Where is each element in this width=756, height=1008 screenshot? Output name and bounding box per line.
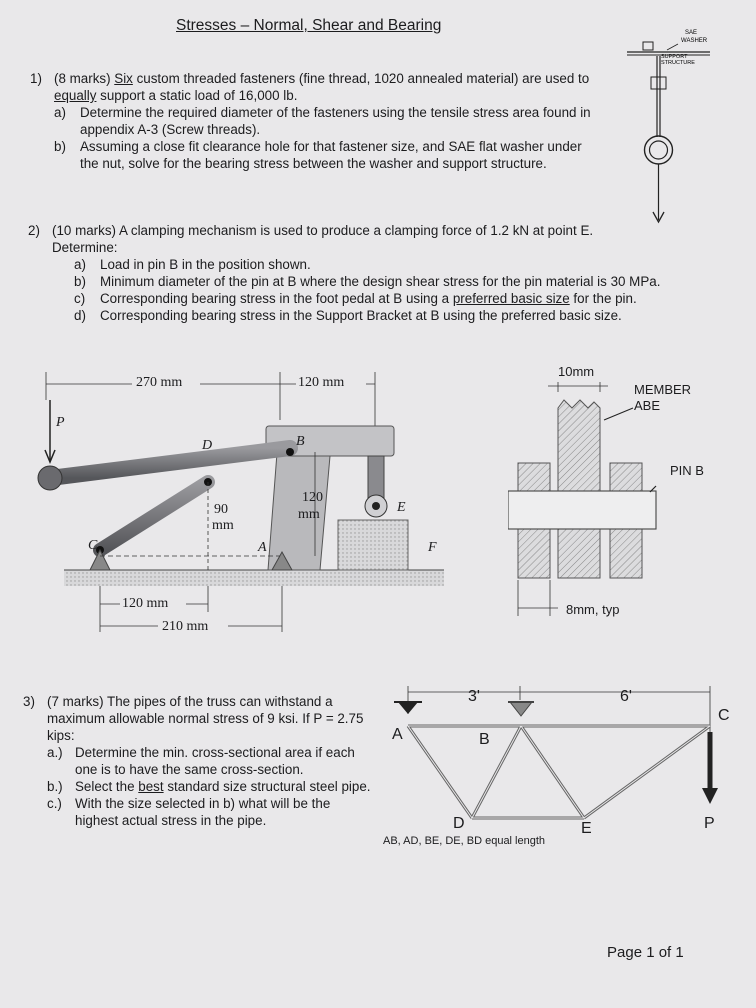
dim-8mm-typ: 8mm, typ <box>566 602 620 617</box>
q2-part-d-label: d) <box>74 308 86 323</box>
q3-part-a-label: a.) <box>47 745 63 760</box>
truss-load-p: P <box>704 815 715 832</box>
label-c: C <box>88 538 98 553</box>
truss-dim-3ft: 3' <box>468 688 480 705</box>
q1-part-b-text: Assuming a close fit clearance hole for that fastener size, and SAE flat washer under the nut, solve for the bearing stress between the washer and support structure. <box>80 139 582 171</box>
truss-node-b: B <box>479 731 490 748</box>
fig-support-label: SUPPORT <box>661 54 688 60</box>
dim-120v: 120 <box>302 490 323 505</box>
bolt-washer-figure <box>615 22 725 232</box>
dim-120mm-top: 120 mm <box>298 375 345 390</box>
q3-part-b-label: b.) <box>47 779 63 794</box>
label-f: F <box>428 540 437 555</box>
label-e: E <box>397 500 406 515</box>
question-1 <box>30 70 600 172</box>
fig-washer-label: WASHER <box>681 38 708 44</box>
fig-sae-label: SAE <box>685 30 698 36</box>
clamping-mechanism-figure <box>30 360 450 640</box>
q1-part-a-label: a) <box>54 105 66 120</box>
question-2-number: 2) <box>28 223 40 238</box>
label-a: A <box>258 540 267 555</box>
dim-270mm: 270 mm <box>136 375 183 390</box>
question-2-intro: (10 marks) A clamping mechanism is used to produce a clamping force of 1.2 kN at point E. Determine: <box>52 223 594 255</box>
q2-part-a-text: Load in pin B in the position shown. <box>100 257 311 272</box>
dim-120mm-bottom: 120 mm <box>122 596 169 611</box>
label-p-force: P <box>56 415 65 430</box>
question-3-intro: (7 marks) The pipes of the truss can withstand a maximum allowable normal stress of 9 ksi. If P = 2.75 kips: <box>47 694 364 743</box>
q2-part-d-text: Corresponding bearing stress in the Support Bracket at B using the preferred basic size. <box>100 308 622 323</box>
truss-node-c: C <box>718 707 730 724</box>
q3-part-c-text: With the size selected in b) what will be the highest actual stress in the pipe. <box>75 796 331 828</box>
page-title: Stresses – Normal, Shear and Bearing <box>176 17 442 34</box>
truss-figure <box>380 680 740 840</box>
page-number: Page 1 of 1 <box>607 944 684 961</box>
q2-part-b-text: Minimum diameter of the pin at B where the design shear stress for the pin material is 30 MPa. <box>100 274 661 289</box>
q1-part-b-label: b) <box>54 139 66 154</box>
q2-part-c-label: c) <box>74 291 86 306</box>
truss-note: AB, AD, BE, DE, BD equal length <box>383 835 546 847</box>
q1-part-a-text: Determine the required diameter of the fasteners using the tensile stress area found in appendix A-3 (Screw threads). <box>80 105 591 137</box>
label-pin-b: B <box>296 434 305 449</box>
q2-part-b-label: b) <box>74 274 86 289</box>
q3-part-c-label: c.) <box>47 796 62 811</box>
question-2 <box>28 222 718 324</box>
label-pin-d: D <box>202 438 213 453</box>
question-1-number: 1) <box>30 71 42 86</box>
pin-b-label: PIN B <box>670 463 704 478</box>
q2-part-a-label: a) <box>74 257 86 272</box>
member-label-2: ABE <box>634 398 661 413</box>
q3-part-a-text: Determine the min. cross-sectional area if each one is to have the same cross-section. <box>75 745 355 777</box>
truss-node-d: D <box>453 815 465 832</box>
member-label-1: MEMBER <box>634 382 692 397</box>
q2-part-c-text: Corresponding bearing stress in the foot pedal at B using a preferred basic size for the pin. <box>100 291 637 306</box>
question-3-number: 3) <box>23 694 35 709</box>
dim-90-unit: mm <box>212 518 234 533</box>
pin-b-section-figure <box>508 368 688 618</box>
dim-90: 90 <box>214 502 228 517</box>
truss-node-e: E <box>581 820 592 837</box>
truss-node-a: A <box>392 726 403 743</box>
fig-structure-label: STRUCTURE <box>661 60 695 66</box>
question-1-intro: (8 marks) Six custom threaded fasteners (fine thread, 1020 annealed material) are used to equally support a static load of 16,000 lb. <box>54 71 590 103</box>
dim-10mm: 10mm <box>558 364 595 379</box>
question-3 <box>23 693 373 829</box>
dim-210mm: 210 mm <box>162 619 209 634</box>
dim-120v-unit: mm <box>298 507 320 522</box>
q3-part-b-text: Select the best standard size structural steel pipe. <box>75 779 371 794</box>
truss-dim-6ft: 6' <box>620 688 632 705</box>
